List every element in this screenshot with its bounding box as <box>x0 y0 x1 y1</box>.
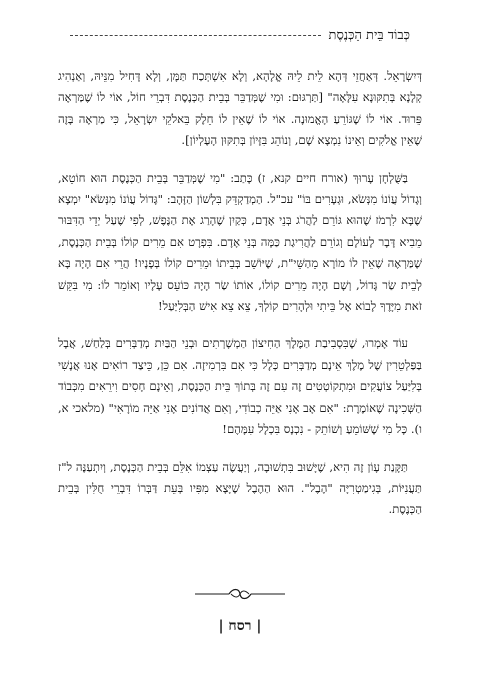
running-head-title: כְּבוֹד בֵּית הַכְּנֶסֶת <box>328 28 410 43</box>
running-head <box>70 22 410 48</box>
body-text <box>58 66 422 537</box>
paragraph: תַּקָּנַת עָוֹן זֶה הִיא, שֶׁיָּשׁוּב בִּתְשׁוּבָה, וְיַעֲשֶׂה עַצְמוֹ אִלֵּם בְּבֵית הַכְּנֶסֶת, וְיִתְעַנֶּה ל"ז תַּעֲנִיּוֹת, בְּגִימַטְרִיָּה "הֶבֶל". הוּא הַהֶבֶל שֶׁיָּצָא מִפִּיו בְּעֵת דַּבְּרוֹ דִּבְרֵי חֻלִּין בְּבֵית הַכְּנֶסֶת. <box>58 459 422 517</box>
paragraph: בַּשֻּׁלְחָן עָרוּךְ (אורח חיים קנא, ז) כָּתַב: "מִי שֶׁמְּדַבֵּר בְּבֵית הַכְּנֶסֶת הוּא חוֹטֵא, וְגָדוֹל עֲוֹנוֹ מִנְּשֹׂא, וּגְעָרִים בּוֹ" עכ"ל. הַמְדַקְדֵּק בִּלְשׁוֹן הַזָּהָב: "גָּדוֹל עֲוֹנוֹ מִנְּשֹׂא" יִמְצָא שֶׁבָּא לִרְמֹז שֶׁהוּא גּוֹרֵם לַהֲרֹג בְּנֵי אָדָם, כְּקַיִן שֶׁהָרַג אֶת הַנֶּפֶשׁ, לְפִי שֶׁעַל יְדֵי הַדִּבּוּר מֵבִיא דָּבָר לָעוֹלָם וְגוֹרֵם לַהֲרִיגַת כַּמָּה בְּנֵי אָדָם. בִּפְרָט אִם מֵרִים קוֹלוֹ בְּבֵית הַכְּנֶסֶת, שֶׁמַּרְאֶה שֶׁאֵין לוֹ מוֹרָא מֵהַשֵּׁי"ת, שֶׁיּוֹשֵׁב בְּבֵיתוֹ וּמֵרִים קוֹלוֹ בְּפָנָיו! הֲרֵי אִם הָיָה בָּא לְבֵית שַׂר גָּדוֹל, וְשָׁם הָיָה מֵרִים קוֹלוֹ, אוֹתוֹ שַׂר הָיָה כּוֹעֵס עָלָיו וְאוֹמֵר לוֹ: מִי בִּקֵּשׁ זֹאת מִיָּדֶךָ לָבוֹא אֶל בֵּיתִי וּלְהָרִים קוֹלְךָ, צֵא צֵא אִישׁ הַבְּלִיַּעַל! <box>58 170 422 314</box>
running-head-rule <box>70 35 321 36</box>
paragraph: דְּיִשְׂרָאֵל. דְּאַחֲזֵי דְּהָא לֵית לֵיהּ אֱלָהָא, וְלָא אִשְׁתְּכַח תַּמָּן, וְלָא דָּחִיל מִנֵּיהּ, וְאַנְהִיג קְלָנָא בְּתִקּוּנָא עִלָּאָה" [תַּרְגּוּם: וּמִי שֶׁמְּדַבֵּר בְּבֵית הַכְּנֶסֶת דִּבְרֵי חוֹל, אוֹי לוֹ שֶׁמַּרְאֶה פֵּרוּד. אוֹי לוֹ שֶׁגּוֹרֵעַ הָאֱמוּנָה. אוֹי לוֹ שֶׁאֵין לוֹ חֵלֶק בֵּאלֹקֵי יִשְׂרָאֵל, כִּי מַרְאֶה בָּזֶה שֶׁאֵין אֱלֹקִים וְאֵינוֹ נִמְצָא שָׁם, וְנוֹהֵג בִּזָּיוֹן בְּתִקּוּן הָעֶלְיוֹן]. <box>58 69 422 148</box>
paragraph: עוֹד אָמְרוּ, שֶׁבִּסְבִיבַת הַמֶּלֶךְ הַחִיצוֹן הַמְשָׁרְתִים וּבְנֵי הַבַּיִת מְדַבְּרִים בְּלַחַשׁ, אֲבָל בַּפַּלְטֵרִין שֶׁל מֶלֶךְ אֵינָם מְדַבְּרִים כְּלָל כִּי אִם בִּרְמִיזָה. אִם כֵּן, כֵּיצַד רוֹאִים אָנוּ אֲנָשִׁי בְּלִיַּעַל צוֹעֲקִים וּמִתְקוֹטְטִים זֶה עִם זֶה בְּתוֹךְ בֵּית הַכְּנֶסֶת, וְאֵינָם חָסִים וִירֵאִים מִכְּבוֹד הַשְּׁכִינָה שֶׁאוֹמֶרֶת: "אִם אָב אָנִי אַיֵּה כְבוֹדִי, וְאִם אֲדוֹנִים אָנִי אַיֵּה מוֹרָאִי" (מלאכי א, ו). כָּל מִי שֶׁשּׁוֹמֵעַ וְשׁוֹתֵק - נִכְנָס בִּכְלָל עִמָּהֶם! <box>58 336 422 437</box>
flourish-ornament-icon <box>195 587 285 601</box>
page-number: | רסח | <box>218 618 262 634</box>
